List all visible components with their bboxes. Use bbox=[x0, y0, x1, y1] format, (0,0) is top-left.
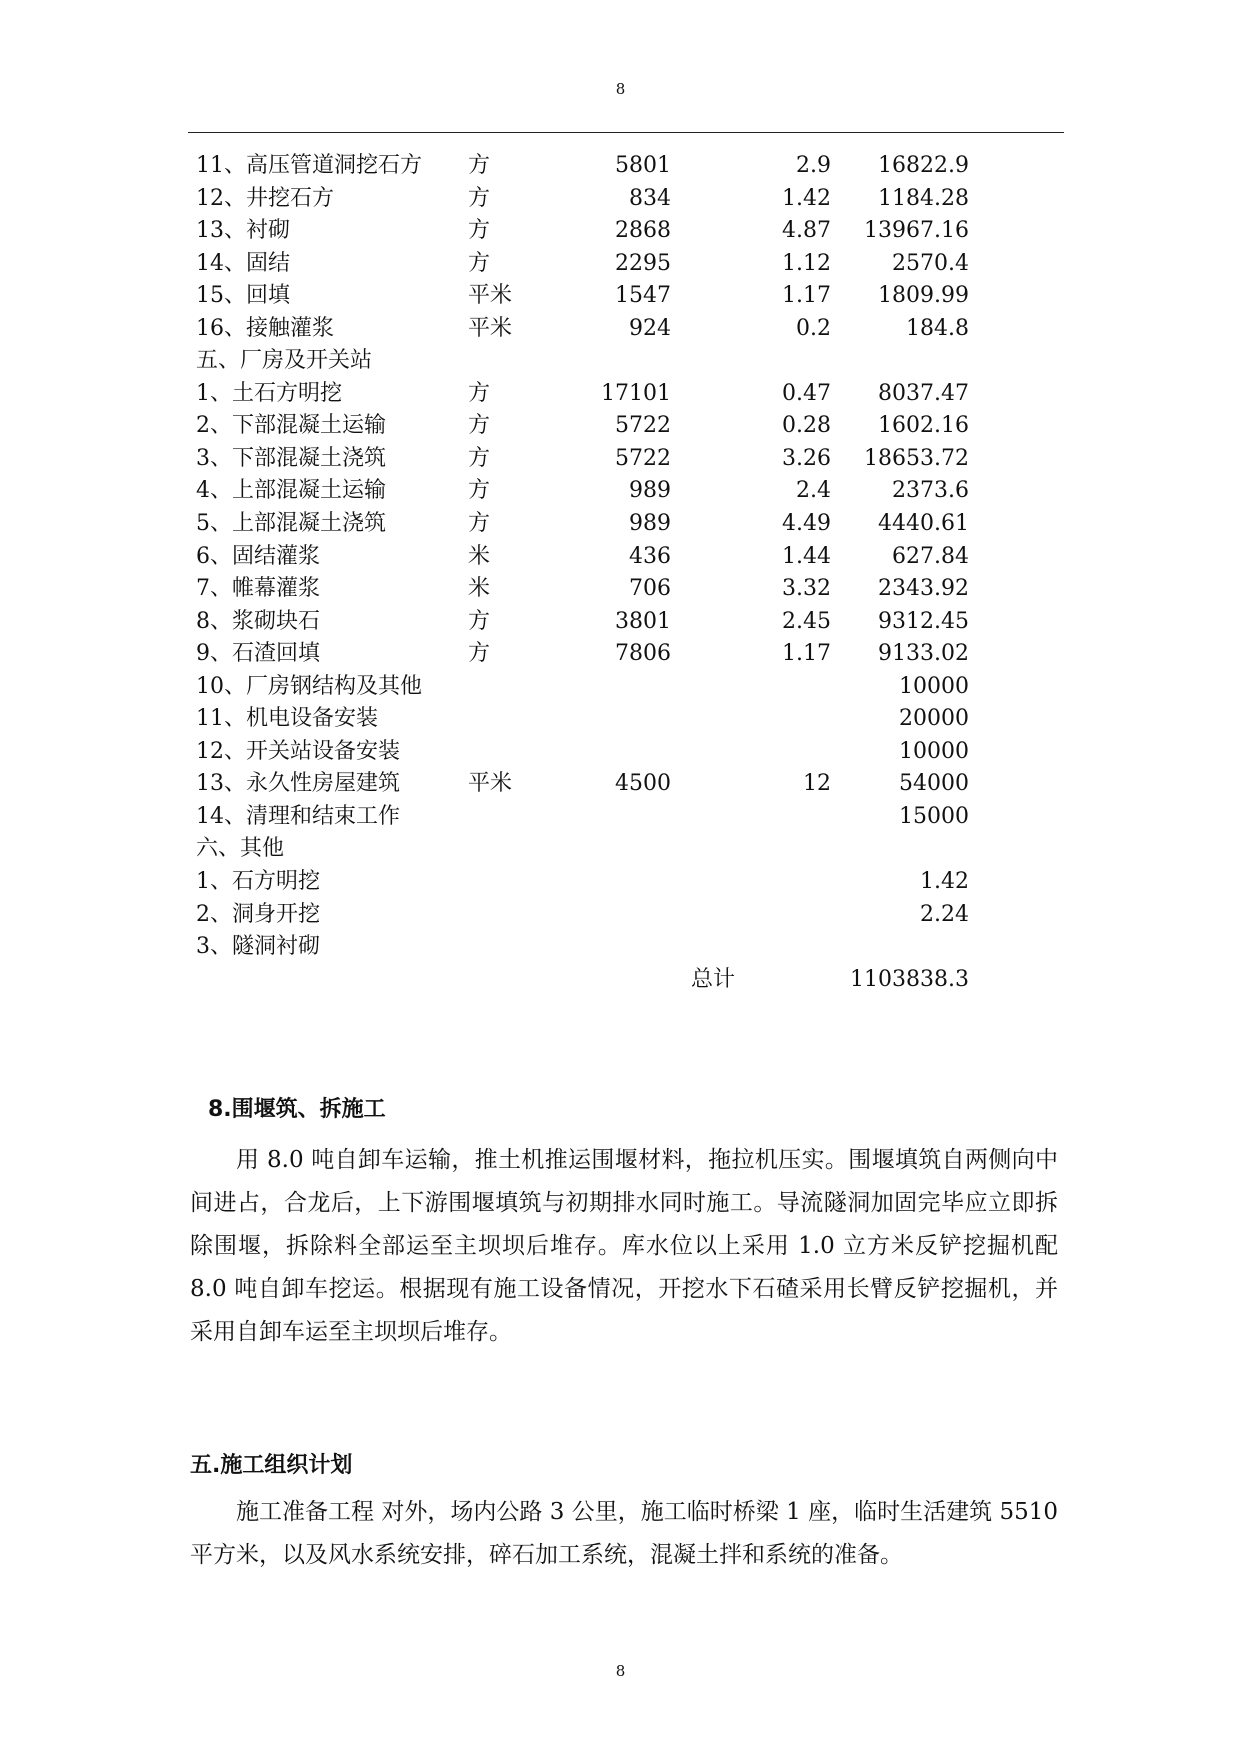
quantity-cell: 924 bbox=[629, 315, 671, 341]
unit-price-cell: 1.44 bbox=[782, 543, 831, 569]
item-cell: 4、上部混凝土运输 bbox=[196, 478, 386, 504]
table-row bbox=[196, 313, 996, 346]
quantity-cell: 436 bbox=[629, 543, 671, 569]
total-value: 1103838.3 bbox=[850, 966, 969, 992]
section-5-heading: 五.施工组织计划 bbox=[190, 1453, 353, 1478]
item-cell: 11、高压管道洞挖石方 bbox=[196, 153, 422, 178]
quantity-cell: 5722 bbox=[615, 445, 671, 471]
amount-cell: 8037.47 bbox=[878, 380, 969, 406]
amount-cell: 9312.45 bbox=[878, 608, 969, 634]
unit-cell: 方 bbox=[468, 380, 491, 406]
quantity-cell: 3801 bbox=[615, 608, 671, 634]
table-row bbox=[196, 703, 996, 736]
item-cell: 15、回填 bbox=[196, 283, 290, 309]
item-cell: 9、石渣回填 bbox=[196, 641, 320, 667]
item-cell: 2、下部混凝土运输 bbox=[196, 413, 386, 439]
unit-cell: 平米 bbox=[468, 771, 513, 797]
amount-cell: 18653.72 bbox=[864, 445, 969, 471]
quantity-cell: 706 bbox=[629, 576, 671, 602]
amount-cell: 1602.16 bbox=[878, 413, 969, 439]
unit-cell: 方 bbox=[468, 641, 491, 667]
header-divider bbox=[188, 132, 1064, 133]
unit-price-cell: 3.26 bbox=[782, 445, 831, 471]
table-row bbox=[196, 410, 996, 443]
amount-cell: 627.84 bbox=[892, 543, 969, 569]
quantity-cell: 989 bbox=[629, 478, 671, 504]
unit-price-cell: 1.17 bbox=[782, 283, 831, 309]
item-cell: 五、厂房及开关站 bbox=[196, 348, 373, 374]
table-row bbox=[196, 638, 996, 671]
table-row bbox=[196, 931, 996, 964]
section-8-body: 用 8.0 吨自卸车运输，推土机推运围堰材料，拖拉机压实。围堰填筑自两侧向中间进占，合龙后，上下游围堰填筑与初期排水同时施工。导流隧洞加固完毕应立即拆除围堰，拆除料全部运至主坝坝后堆存。库水位以上采用 1.0 立方米反铲挖掘机配 8.0 吨自卸车挖运。根据现有施工设备情况，开挖水下石碴采用长臂反铲挖掘机，并采用自卸车运至主坝坝后堆存。 bbox=[190, 1147, 1058, 1345]
table-row bbox=[196, 801, 996, 834]
table-row bbox=[196, 671, 996, 704]
amount-cell: 16822.9 bbox=[878, 153, 969, 178]
amount-cell: 54000 bbox=[899, 771, 969, 797]
item-cell: 10、厂房钢结构及其他 bbox=[196, 673, 422, 699]
item-cell: 5、上部混凝土浇筑 bbox=[196, 511, 386, 537]
quantity-cell: 5722 bbox=[615, 413, 671, 439]
unit-price-cell: 2.4 bbox=[796, 478, 831, 504]
unit-price-cell: 12 bbox=[803, 771, 831, 797]
quantity-cell: 17101 bbox=[601, 380, 671, 406]
quantity-cell: 2868 bbox=[615, 218, 671, 244]
table-row bbox=[196, 183, 996, 216]
quantity-cell: 834 bbox=[629, 185, 671, 211]
quantity-cell: 4500 bbox=[615, 771, 671, 797]
unit-cell: 方 bbox=[468, 445, 491, 471]
unit-cell: 方 bbox=[468, 250, 491, 276]
unit-price-cell: 1.17 bbox=[782, 641, 831, 667]
unit-price-cell: 2.9 bbox=[796, 153, 831, 178]
amount-cell: 13967.16 bbox=[864, 218, 969, 244]
table-row bbox=[196, 215, 996, 248]
table-row bbox=[196, 768, 996, 801]
item-cell: 14、清理和结束工作 bbox=[196, 803, 400, 829]
item-cell: 3、隧洞衬砌 bbox=[196, 934, 320, 960]
unit-cell: 平米 bbox=[468, 315, 513, 341]
total-label: 总计 bbox=[691, 966, 736, 992]
item-cell: 6、固结灌浆 bbox=[196, 543, 320, 569]
amount-cell: 1.42 bbox=[920, 869, 969, 895]
item-cell: 1、土石方明挖 bbox=[196, 380, 342, 406]
table-row bbox=[196, 443, 996, 476]
unit-cell: 米 bbox=[468, 543, 491, 569]
unit-cell: 方 bbox=[468, 153, 491, 178]
table-row bbox=[196, 866, 996, 899]
item-cell: 3、下部混凝土浇筑 bbox=[196, 445, 386, 471]
unit-price-cell: 0.47 bbox=[782, 380, 831, 406]
table-row bbox=[196, 508, 996, 541]
table-row bbox=[196, 150, 996, 183]
table-row bbox=[196, 606, 996, 639]
unit-cell: 方 bbox=[468, 185, 491, 211]
unit-cell: 方 bbox=[468, 478, 491, 504]
item-cell: 12、开关站设备安装 bbox=[196, 738, 400, 764]
item-cell: 2、洞身开挖 bbox=[196, 901, 320, 927]
unit-cell: 方 bbox=[468, 608, 491, 634]
amount-cell: 2.24 bbox=[920, 901, 969, 927]
item-cell: 11、机电设备安装 bbox=[196, 706, 378, 732]
amount-cell: 9133.02 bbox=[878, 641, 969, 667]
unit-price-cell: 0.28 bbox=[782, 413, 831, 439]
table-row bbox=[196, 899, 996, 932]
amount-cell: 2373.6 bbox=[892, 478, 969, 504]
quantity-cell: 2295 bbox=[615, 250, 671, 276]
table-row bbox=[196, 833, 996, 866]
table-row bbox=[196, 475, 996, 508]
unit-price-cell: 0.2 bbox=[796, 315, 831, 341]
table-row bbox=[196, 541, 996, 574]
item-cell: 16、接触灌浆 bbox=[196, 315, 334, 341]
total-row bbox=[196, 964, 996, 997]
unit-cell: 米 bbox=[468, 576, 491, 602]
quantity-cell: 1547 bbox=[615, 283, 671, 309]
table-row bbox=[196, 345, 996, 378]
table-row bbox=[196, 280, 996, 313]
amount-cell: 2343.92 bbox=[878, 576, 969, 602]
amount-cell: 20000 bbox=[899, 706, 969, 732]
table-row bbox=[196, 573, 996, 606]
item-cell: 13、永久性房屋建筑 bbox=[196, 771, 400, 797]
unit-cell: 方 bbox=[468, 511, 491, 537]
unit-price-cell: 1.12 bbox=[782, 250, 831, 276]
table-row bbox=[196, 378, 996, 411]
item-cell: 六、其他 bbox=[196, 836, 285, 862]
amount-cell: 4440.61 bbox=[878, 511, 969, 537]
quantity-cell: 989 bbox=[629, 511, 671, 537]
unit-price-cell: 1.42 bbox=[782, 185, 831, 211]
item-cell: 7、帷幕灌浆 bbox=[196, 576, 320, 602]
header-page-number: 8 bbox=[615, 80, 626, 98]
unit-price-cell: 4.87 bbox=[782, 218, 831, 244]
unit-price-cell: 3.32 bbox=[782, 576, 831, 602]
amount-cell: 2570.4 bbox=[892, 250, 969, 276]
amount-cell: 1184.28 bbox=[878, 185, 969, 211]
quantity-cell: 5801 bbox=[615, 153, 671, 178]
item-cell: 8、浆砌块石 bbox=[196, 608, 320, 634]
unit-price-cell: 4.49 bbox=[782, 511, 831, 537]
table-row bbox=[196, 248, 996, 281]
amount-cell: 1809.99 bbox=[878, 283, 969, 309]
item-cell: 13、衬砌 bbox=[196, 218, 290, 244]
amount-cell: 10000 bbox=[899, 673, 969, 699]
section-5-body: 施工准备工程 对外，场内公路 3 公里，施工临时桥梁 1 座，临时生活建筑 5510 平方米，以及风水系统安排，碎石加工系统，混凝土拌和系统的准备。 bbox=[190, 1499, 1058, 1568]
footer-page-number: 8 bbox=[615, 1662, 626, 1680]
item-cell: 12、井挖石方 bbox=[196, 185, 334, 211]
unit-price-cell: 2.45 bbox=[782, 608, 831, 634]
amount-cell: 10000 bbox=[899, 738, 969, 764]
amount-cell: 184.8 bbox=[906, 315, 969, 341]
table-row bbox=[196, 736, 996, 769]
item-cell: 14、固结 bbox=[196, 250, 290, 276]
unit-cell: 方 bbox=[468, 413, 491, 439]
cost-table bbox=[196, 150, 996, 996]
amount-cell: 15000 bbox=[899, 803, 969, 829]
section-8-heading: 8.围堰筑、拆施工 bbox=[208, 1097, 386, 1122]
item-cell: 1、石方明挖 bbox=[196, 869, 320, 895]
quantity-cell: 7806 bbox=[615, 641, 671, 667]
unit-cell: 方 bbox=[468, 218, 491, 244]
unit-cell: 平米 bbox=[468, 283, 513, 309]
